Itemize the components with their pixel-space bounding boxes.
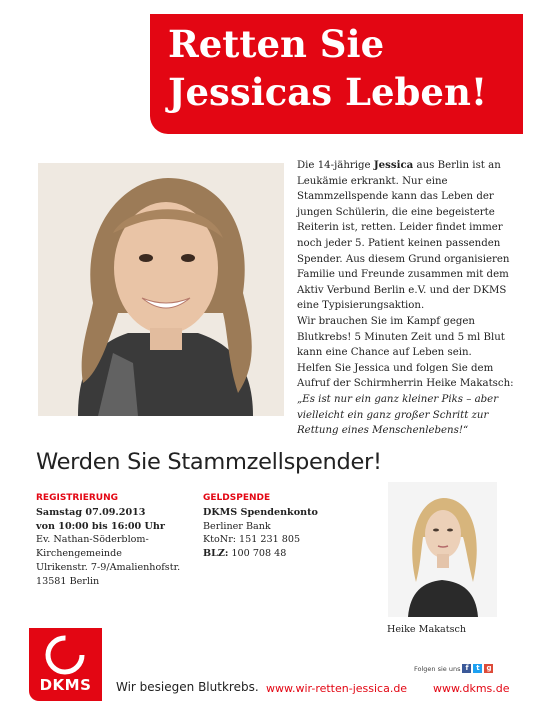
headline-banner [150,14,523,134]
donation-kto: KtoNr: 151 231 805 [203,534,301,546]
story-text-1b: aus Berlin ist an Leukämie erkrankt. Nur eine Stammzellspende kann das Leben der jungen Schülerin, die eine begeisterte Reiterin ist, retten. Leider findet immer noch jeder 5. Patient keinen passenden Spender. Aus diesem Grund organisieren Familie und Freunde zusammen mit dem Aktiv Verbund Berlin e.V. und der DKMS eine Typisierungsaktion. [297,160,510,312]
registration-date: Samstag 07.09.2013 [36,506,146,518]
registration-street: Ulrikenstr. 7-9/Amalienhofstr. [36,561,181,573]
section-title: Werden Sie Stammzellspender! [36,449,382,475]
registration-place-1: Ev. Nathan-Söderblom- [36,534,149,546]
registration-time: von 10:00 bis 16:00 Uhr [36,520,165,532]
donation-block [203,492,363,561]
story-text [297,158,517,439]
donation-blz [203,547,363,561]
tagline: Wir besiegen Blutkrebs. [116,680,259,694]
donation-account-name: DKMS Spendenkonto [203,506,318,518]
photo-caption: Heike Makatsch [387,624,467,635]
story-paragraph-3 [297,361,517,439]
social-follow [414,664,493,673]
campaign-website-link[interactable]: www.wir-retten-jessica.de [266,682,408,695]
donation-blz-value: 100 708 48 [228,548,287,560]
registration-block [36,492,196,589]
dkms-logo [29,628,102,701]
story-text-1a: Die 14-jährige [297,160,374,171]
registration-label: REGISTRIERUNG [36,493,119,503]
headline-line-1: Retten Sie [168,22,385,66]
follow-label: Folgen sie uns [414,664,461,673]
registration-city: 13581 Berlin [36,575,100,587]
story-name: Jessica [373,159,414,171]
donation-label: GELDSPENDE [203,493,271,503]
registration-place-2: Kirchengemeinde [36,548,122,560]
headline-line-2: Jessicas Leben! [168,70,488,114]
dkms-logo-text: DKMS [39,676,92,694]
donation-bank: Berliner Bank [203,520,271,532]
donation-blz-label: BLZ: [203,548,229,560]
story-text-3a: Helfen Sie Jessica und folgen Sie dem Aufruf der Schirmherrin Heike Makatsch: [297,362,514,390]
facebook-icon[interactable]: f [462,664,471,673]
twitter-icon[interactable]: t [473,664,482,673]
jessica-photo [38,163,284,416]
heike-makatsch-photo [388,482,497,617]
google-plus-icon[interactable]: g [486,664,492,672]
story-quote: „Es ist nur ein ganz kleiner Piks – aber vielleicht ein ganz großer Schritt zur Rettung eines Menschenlebens!“ [297,393,499,437]
story-paragraph-2: Wir brauchen Sie im Kampf gegen Blutkrebs! 5 Minuten Zeit und 5 ml Blut kann eine Chance auf Leben sein. [297,315,505,359]
dkms-website-link[interactable]: www.dkms.de [433,682,510,695]
story-paragraph-1 [297,158,517,314]
headline [168,20,487,116]
